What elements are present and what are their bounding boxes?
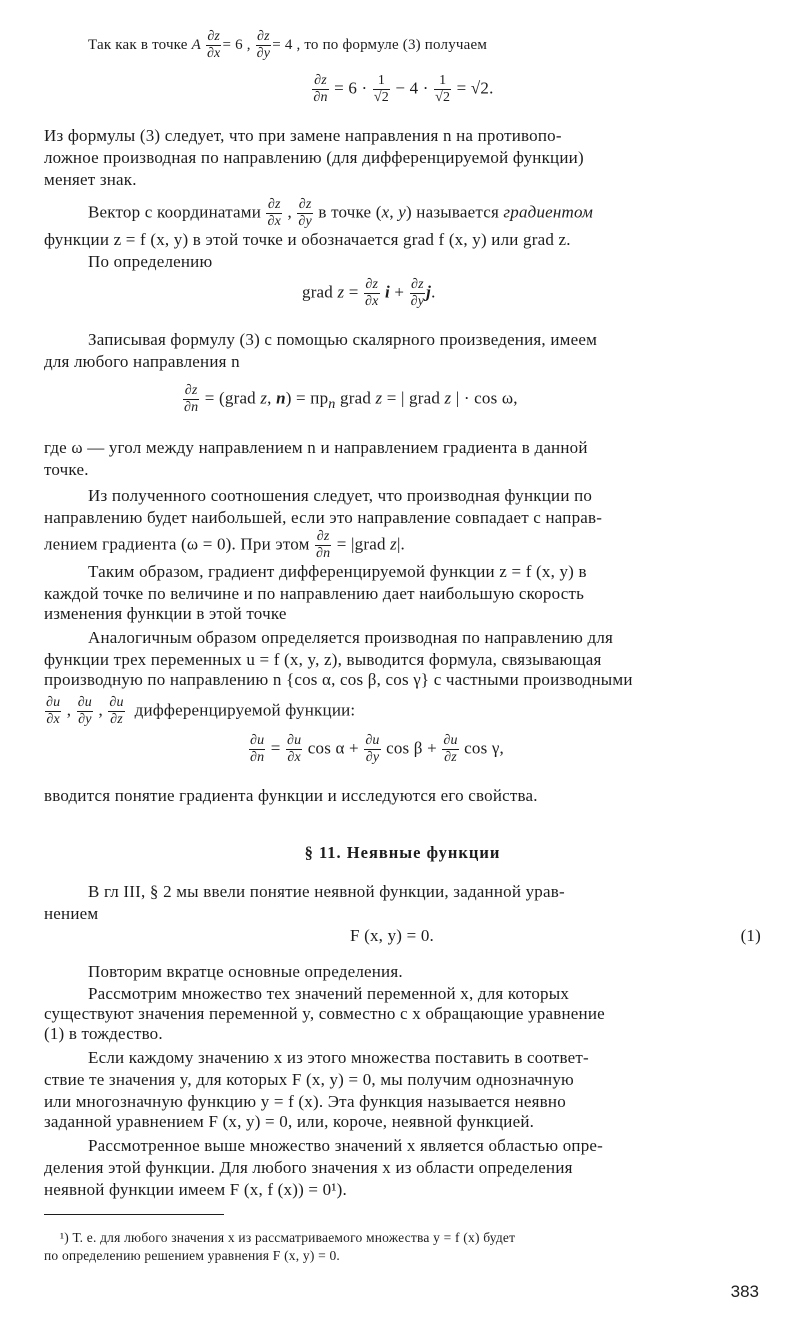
text-line: функции трех переменных u = f (x, y, z), выводится формула, связывающая [44, 650, 602, 669]
text-line: точке. [44, 460, 89, 479]
text-line: Так как в точке A $\frac{\partial z}{\partial x}$ = 6 , $\frac{\partial z}{\partial y}$ = 4 , то по формуле (3) получаем [88, 29, 488, 61]
text-line: направлению будет наибольшей, если это направление совпадает с направ- [44, 508, 603, 527]
text-line: деления этой функции. Для любого значения x из области определения [44, 1158, 573, 1177]
text-line: для любого направления n [44, 352, 240, 371]
section-heading: § 11. Неявные функции [304, 843, 501, 862]
formula: $\frac{\partial z}{\partial n}$ = 6 · $\frac{1}{√2}$ − 4 · $\frac{1}{√2}$ = √2. [313, 73, 494, 105]
text-line: По определению [88, 252, 213, 271]
text-line: Аналогичным образом определяется производная по направлению для [88, 628, 614, 647]
fraction: $\frac{\partial z}{\partial x}$ [206, 29, 221, 61]
text-line: функции z = f (x, y) в этой точке и обозначается grad f (x, y) или grad z. [44, 230, 571, 249]
equation-number: (1) [740, 926, 761, 945]
text-line: существуют значения переменной y, совместно с x обращающие уравнение [44, 1004, 605, 1023]
text-line: где ω — угол между направлением n и направлением градиента в данной [44, 438, 588, 457]
text-line: меняет знак. [44, 170, 137, 189]
text-line: $\frac{\partial u}{\partial x}$ , $\frac{\partial u}{\partial y}$ , $\frac{\partial u}{\partial z}$ дифференцируемой функции: [46, 695, 356, 727]
text-line: Таким образом, градиент дифференцируемой функции z = f (x, y) в [88, 562, 587, 581]
formula: $\frac{\partial u}{\partial n}$ = $\frac{\partial u}{\partial x}$ cos α + $\frac{\partial u}{\partial y}$ cos β + $\frac{\partial u}{\partial z}$ cos γ, [250, 733, 504, 765]
formula: grad z = $\frac{\partial z}{\partial x}$ i + $\frac{\partial z}{\partial y}$ j. [302, 277, 436, 309]
fraction: $\frac{\partial z}{\partial y}$ [256, 29, 271, 61]
text-line: Если каждому значению x из этого множества поставить в соответ- [88, 1048, 589, 1067]
text-line: нением [44, 904, 99, 923]
text-line: Вектор с координатами $\frac{\partial z}{\partial x}$ , $\frac{\partial z}{\partial y}$ в точке (x, y) называется градиентом [88, 197, 594, 229]
text-line: ложное производная по направлению (для дифференцируемой функции) [44, 148, 584, 167]
text-line: производную по направлению n {cos α, cos β, cos γ} с частными производными [44, 670, 633, 689]
text-line: изменения функции в этой точке [44, 604, 287, 623]
text-line: неявной функции имеем F (x, f (x)) = 0¹). [44, 1180, 347, 1199]
text-line: (1) в тождество. [44, 1024, 163, 1043]
text-line: Из формулы (3) следует, что при замене направления n на противопо- [44, 126, 562, 145]
footnote-divider [44, 1214, 224, 1215]
formula: $\frac{\partial z}{\partial n}$ = (grad z, $n) = пр_n$ grad z = | grad z | · cos ω, [184, 383, 518, 415]
text-line: Из полученного соотношения следует, что производная функции по [88, 486, 593, 505]
footnote-line: ¹) Т. е. для любого значения x из рассматриваемого множества y = f (x) будет [60, 1230, 516, 1245]
page-number: 383 [730, 1282, 759, 1301]
formula: F (x, y) = 0. [350, 926, 434, 945]
text-line: или многозначную функцию y = f (x). Эта функция называется неявно [44, 1092, 566, 1111]
text-line: Повторим вкратце основные определения. [88, 962, 403, 981]
text-line: вводится понятие градиента функции и исследуются его свойства. [44, 786, 538, 805]
footnote-line: по определению решением уравнения F (x, y) = 0. [44, 1248, 341, 1263]
text-line: заданной уравнением F (x, y) = 0, или, короче, неявной функцией. [44, 1112, 535, 1131]
text-line: В гл III, § 2 мы ввели понятие неявной функции, заданной урав- [88, 882, 565, 901]
text-line: Рассмотренное выше множество значений x является областью опре- [88, 1136, 604, 1155]
text-line: Записывая формулу (3) с помощью скалярного произведения, имеем [88, 330, 598, 349]
text-line: каждой точке по величине и по направлению дает наибольшую скорость [44, 584, 585, 603]
text-line: Рассмотрим множество тех значений переменной x, для которых [88, 984, 570, 1003]
text-line: лением градиента (ω = 0). При этом $\frac{\partial z}{\partial n}$ = |grad z|. [44, 529, 405, 561]
text-line: ствие те значения y, для которых F (x, y) = 0, мы получим однозначную [44, 1070, 574, 1089]
